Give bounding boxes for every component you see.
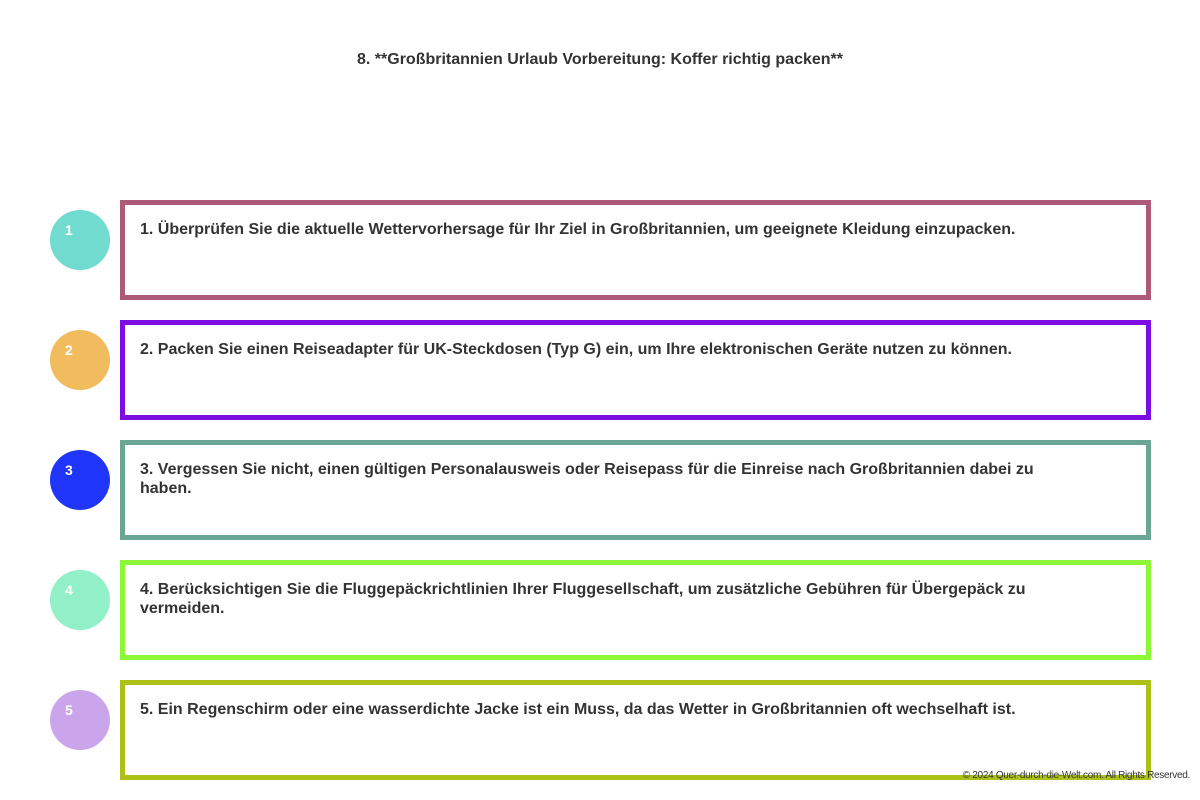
step-text: 3. Vergessen Sie nicht, einen gültigen Personalausweis oder Reisepass für die Einreise nach Großbritannien dabei zu haben. — [140, 461, 1034, 497]
step-item-2 — [0, 320, 1200, 420]
step-number: 5 — [65, 702, 73, 718]
step-box — [120, 200, 1151, 300]
step-number-circle — [50, 330, 110, 390]
step-number-circle — [50, 570, 110, 630]
step-item-4 — [0, 560, 1200, 660]
step-number-circle — [50, 450, 110, 510]
step-number-circle — [50, 690, 110, 750]
step-text: 5. Ein Regenschirm oder eine wasserdichte Jacke ist ein Muss, da das Wetter in Großbritannien oft wechselhaft ist. — [140, 701, 1016, 718]
step-text: 4. Berücksichtigen Sie die Fluggepäckrichtlinien Ihrer Fluggesellschaft, um zusätzliche Gebühren für Übergepäck zu vermeiden. — [140, 581, 1026, 617]
step-number: 2 — [65, 342, 73, 358]
page-title: 8. **Großbritannien Urlaub Vorbereitung: Koffer richtig packen** — [357, 51, 843, 68]
step-number: 1 — [65, 222, 73, 238]
step-number-circle — [50, 210, 110, 270]
step-text: 2. Packen Sie einen Reiseadapter für UK-Steckdosen (Typ G) ein, um Ihre elektronischen Geräte nutzen zu können. — [140, 341, 1012, 358]
step-text: 1. Überprüfen Sie die aktuelle Wettervorhersage für Ihr Ziel in Großbritannien, um geeignete Kleidung einzupacken. — [140, 221, 1016, 238]
step-box — [120, 680, 1151, 780]
step-number: 4 — [65, 582, 73, 598]
step-item-1 — [0, 200, 1200, 300]
step-number: 3 — [65, 462, 73, 478]
step-item-3 — [0, 440, 1200, 540]
step-box — [120, 320, 1151, 420]
step-item-5 — [0, 680, 1200, 780]
footer-copyright: © 2024 Quer-durch-die-Welt.com. All Rights Reserved. — [962, 770, 1190, 781]
